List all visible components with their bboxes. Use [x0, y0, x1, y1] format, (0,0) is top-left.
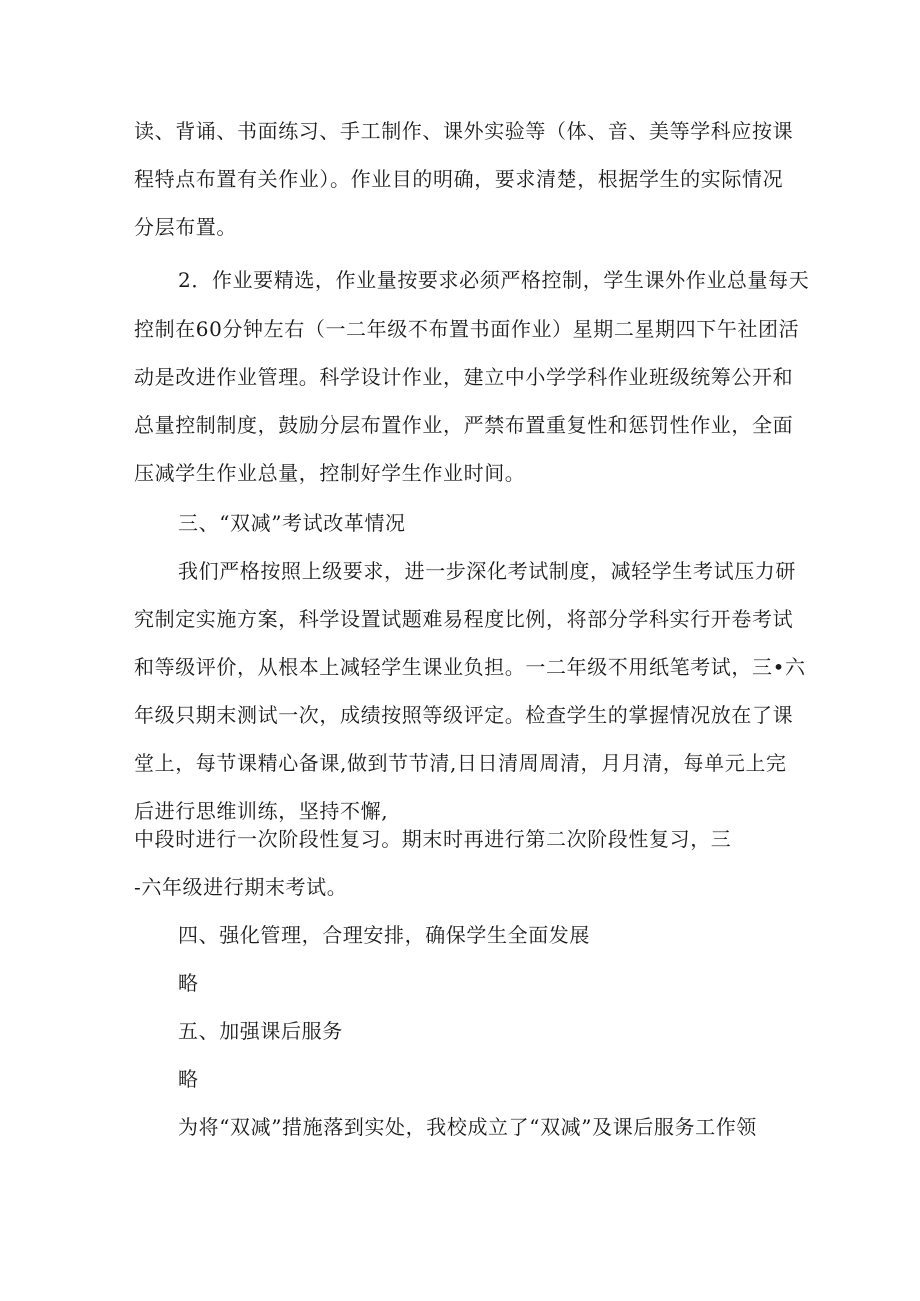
section-5-heading: 五、加强课后服务 — [178, 1019, 343, 1043]
paragraph-2-line-4: 总量控制制度，鼓励分层布置作业，严禁布置重复性和惩罚性作业，全面 — [134, 413, 794, 437]
paragraph-3-line-2: 究制定实施方案，科学设置试题难易程度比例，将部分学科实行开卷考试 — [134, 607, 794, 631]
paragraph-2-line-2: 控制在60分钟左右（一二年级不布置书面作业）星期二星期四下午社团活 — [134, 317, 800, 341]
paragraph-1-line-1: 读、背诵、书面练习、手工制作、课外实验等（体、音、美等学科应按课 — [134, 119, 794, 143]
paragraph-3-line-1: 我们严格按照上级要求，进一步深化考试制度，减轻学生考试压力研 — [178, 559, 796, 583]
paragraph-2-line-5: 压减学生作业总量，控制好学生作业时间。 — [134, 461, 526, 485]
section-4-body: 略 — [178, 971, 199, 995]
paragraph-1-line-3: 分层布置。 — [134, 215, 237, 239]
paragraph-final-line-1: 为将“双减”措施落到实处，我校成立了“双减”及课后服务工作领 — [178, 1115, 757, 1139]
paragraph-3-line-5: 堂上，每节课精心备课,做到节节清,日日清周周清，月月清，每单元上完 — [134, 751, 787, 775]
paragraph-3-line-3: 和等级评价，从根本上减轻学生课业负担。一二年级不用纸笔考试，三•六 — [134, 655, 806, 679]
paragraph-3-line-7: 中段时进行一次阶段性复习。期末时再进行第二次阶段性复习，三 — [134, 827, 732, 851]
paragraph-3-line-4: 年级只期末测试一次，成绩按照等级评定。检查学生的掌握情况放在了课 — [134, 703, 794, 727]
section-4-heading: 四、强化管理，合理安排，确保学生全面发展 — [178, 923, 590, 947]
paragraph-2-line-3: 动是改进作业管理。科学设计作业，建立中小学学科作业班级统筹公开和 — [134, 365, 794, 389]
paragraph-1-line-2: 程特点布置有关作业）。作业目的明确，要求清楚，根据学生的实际情况 — [134, 167, 784, 191]
paragraph-3-line-6: 后进行思维训练，坚持不懈, — [134, 799, 389, 823]
section-3-heading: 三、“双减”考试改革情况 — [178, 511, 406, 535]
paragraph-2-line-1: 2．作业要精选，作业量按要求必须严格控制，学生课外作业总量每天 — [178, 268, 810, 292]
paragraph-3-line-8: -六年级进行期末考试。 — [134, 875, 348, 899]
section-5-body: 略 — [178, 1067, 199, 1091]
